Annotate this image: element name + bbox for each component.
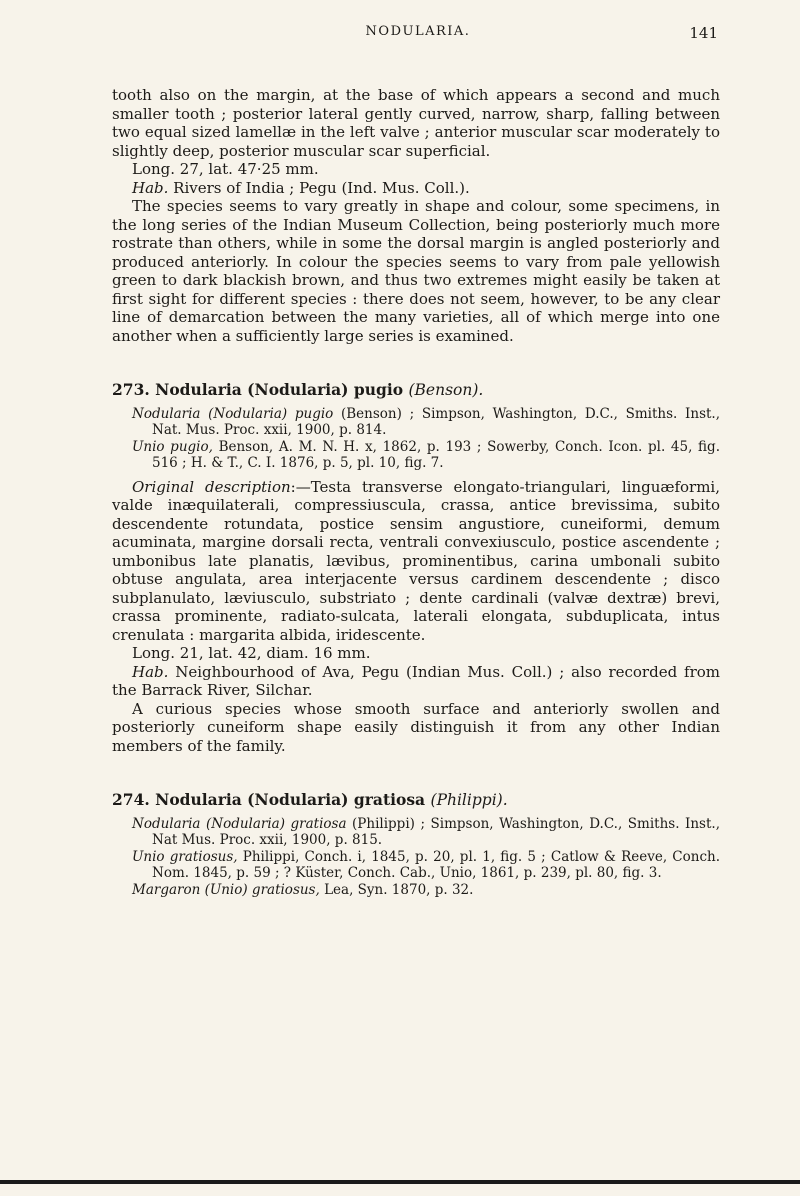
habitat-label: Hab. — [132, 662, 169, 681]
paragraph-continued: tooth also on the margin, at the base of which appears a second and much smaller tooth ; posterior lateral gently curved, narrow, sharp, falling between two equal sized lamellæ in the left valve ; anterior muscular scar moderately to slightly deep, posterior muscular scar superficial. — [112, 86, 720, 160]
habitat-text: Neighbourhood of Ava, Pegu (Indian Mus. Coll.) ; also recorded from the Barrack River, Silchar. — [112, 662, 720, 699]
synonym-name: Nodularia (Nodularia) pugio — [132, 405, 334, 422]
page-header — [118, 24, 718, 46]
habitat — [112, 663, 720, 700]
species-heading-273 — [112, 381, 720, 400]
synonym-entry — [132, 849, 720, 882]
species-heading-274 — [112, 791, 720, 810]
synonym-entry — [132, 816, 720, 849]
section-gap — [112, 345, 720, 363]
section-gap — [112, 363, 720, 381]
page-body — [112, 86, 720, 898]
description-text: :—Testa transverse elongato-triangulari, linguæformi, valde inæquilaterali, compressiuscula, crassa, antice brevissima, subito descendente rotundata, postice sensim angustiore, cuneiformi, demum acuminata, margine dorsali recta, ventrali convexiusculo, postice ascendente ; umbonibus late planatis, lævibus, prominentibus, carina umbonali subito obtuse angulata, area interjacente versus cardinem descendente ; disco subplanulato, læviusculo, substriato ; dente cardinali (valvæ dextræ) brevi, crassa prominente, radiato-sulcata, laterali elongata, subduplicata, intus crenulata : margarita albida, iridescente. — [112, 477, 720, 644]
synonym-entry — [132, 406, 720, 439]
synonymy-274 — [112, 816, 720, 899]
habitat — [112, 179, 720, 198]
measurements: Long. 27, lat. 47·25 mm. — [132, 160, 319, 178]
section-gap — [112, 755, 720, 773]
synonym-name: Nodularia (Nodularia) gratiosa — [132, 815, 347, 832]
synonym-ref: (Benson) ; Simpson, Washington, D.C., Smiths. Inst., Nat. Mus. Proc. xxii, 1900, p. 814. — [152, 405, 721, 438]
synonym-ref: Benson, A. M. N. H. x, 1862, p. 193 ; Sowerby, Conch. Icon. pl. 45, fig. 516 ; H. & T., C. I. 1876, p. 5, pl. 10, fig. 7. — [152, 438, 720, 471]
remarks-paragraph: The species seems to vary greatly in shape and colour, some specimens, in the long series of the Indian Museum Collection, being posteriorly much more rostrate than others, while in some the dorsal margin is angled posteriorly and produced anteriorly. In colour the species seems to vary from pale yellowish green to dark blackish brown, and thus two extremes might easily be taken at first sight for different species : there does not seem, however, to be any clear line of demarcation between the many varieties, all of which merge into one another when a sufficiently large series is examined. — [112, 197, 720, 345]
species-author-273: (Benson). — [408, 381, 484, 399]
synonym-ref: Philippi, Conch. i, 1845, p. 20, pl. 1, fig. 5 ; Catlow & Reeve, Conch. Nom. 1845, p. 59 ; ? Küster, Conch. Cab., Unio, 1861, p. 239, pl. 80, fig. 3. — [152, 848, 721, 881]
page-number: 141 — [689, 24, 718, 42]
bottom-edge-rule — [0, 1180, 800, 1184]
running-head: NODULARIA. — [365, 24, 471, 39]
synonym-ref: (Philippi) ; Simpson, Washington, D.C., Smiths. Inst., Nat Mus. Proc. xxii, 1900, p. 815. — [152, 815, 720, 848]
description-label: Original description — [132, 477, 291, 496]
species-name-274: 274. Nodularia (Nodularia) gratiosa — [112, 790, 426, 809]
species-author-274: (Philippi). — [430, 791, 508, 809]
remarks-paragraph: A curious species whose smooth surface and anteriorly swollen and posteriorly cuneiform shape easily distinguish it from any other Indian members of the family. — [112, 699, 720, 755]
synonym-entry — [132, 882, 720, 899]
synonymy-273 — [112, 406, 720, 472]
synonym-entry — [132, 439, 720, 472]
synonym-name: Unio pugio, — [132, 438, 213, 455]
original-description — [112, 478, 720, 645]
synonym-ref: Lea, Syn. 1870, p. 32. — [319, 881, 474, 898]
species-name-273: 273. Nodularia (Nodularia) pugio — [112, 380, 404, 399]
section-gap — [112, 773, 720, 791]
synonym-name: Margaron (Unio) gratiosus, — [132, 881, 320, 898]
synonym-name: Unio gratiosus, — [132, 848, 238, 865]
habitat-text: Rivers of India ; Pegu (Ind. Mus. Coll.). — [168, 178, 470, 197]
measurements: Long. 21, lat. 42, diam. 16 mm. — [132, 644, 371, 662]
habitat-label: Hab. — [132, 178, 169, 197]
